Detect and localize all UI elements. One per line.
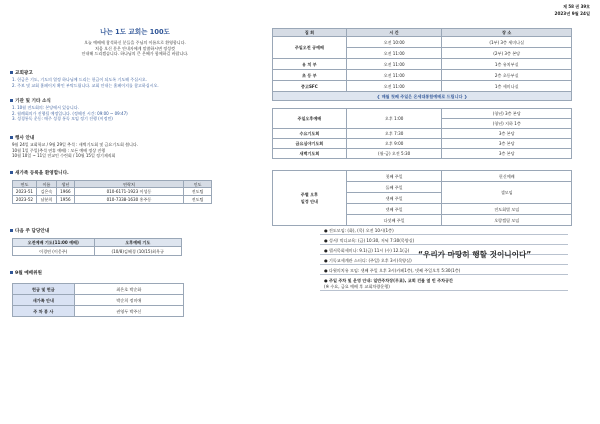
table-cell: 오랑겔릴 모임 — [442, 215, 572, 226]
table-row — [273, 139, 572, 149]
table-row — [13, 247, 182, 256]
table-cell: 오후 7:30 — [346, 129, 442, 139]
table-cell: 오전 11:00 — [346, 70, 442, 81]
note-item: ● 다윗의치유 모임: 셋째 주일 오후 3시(카페1층), 넷째 주일오후 5:30(1층) — [320, 268, 568, 275]
table-cell: 첫째 주일 — [346, 171, 442, 182]
note-item: ● 성서/ 믹디교육: (금) 10:30, 저녁 7:30(목양실) — [320, 238, 568, 245]
table-cell: 새벽기도회 — [273, 149, 347, 159]
table-row — [273, 37, 572, 48]
table-cell: 오전 11:00 — [346, 59, 442, 70]
intro-title: 나는 1도 교회는 100도 — [100, 28, 170, 36]
text: 1. 헌금은 기도, 기도의 열정 하나님께 드리는 헌금이 되도록 기도해 주십시오. — [12, 77, 147, 82]
bulletin-date: 2023년 9월 24일 — [554, 11, 590, 16]
table-row — [13, 196, 212, 204]
table-cell: 권영두 박주신 — [74, 306, 183, 317]
table-cell: 주일오후예배 — [273, 109, 347, 129]
church-notice-list — [12, 77, 257, 88]
table-cell: 오후 1:00 — [346, 109, 442, 129]
section-org-news — [10, 98, 51, 104]
new-family-table — [12, 180, 212, 204]
text: 9월 예배위원 — [15, 271, 42, 276]
table-cell: 010-7338-1630 홍주동 — [74, 196, 183, 204]
table-cell: 전도팀 — [184, 196, 212, 204]
org-news-list — [12, 105, 257, 122]
chevron-left-icon: ❮ — [376, 93, 381, 99]
weekday-schedule-table — [272, 108, 572, 159]
table-cell: (월-금) 오전 5:30 — [346, 149, 442, 159]
table-cell: 2023-52 — [13, 196, 37, 204]
intro-text — [20, 40, 250, 57]
table-cell: 연도 — [13, 181, 37, 188]
text: 2. 주보 및 교회 홈페이지 확인 부탁드립니다. 교회 안내는 홈페이지를 참고하십시오. — [12, 82, 159, 88]
section-events — [10, 135, 34, 141]
note-item: ● 주일 주차 및 운영 안내: 일반주차장(무료), 교회 건물 옆 빈 주차공간 — [324, 278, 453, 283]
notice-row — [273, 92, 572, 101]
worship-schedule-table — [272, 28, 572, 101]
table-cell: 헌신예배 — [442, 171, 572, 182]
table-cell: (청년) 3층 본당 — [442, 109, 572, 119]
table-cell: 주 차 봉 사 — [13, 306, 75, 317]
section-worship-committee — [10, 270, 42, 276]
table-cell: 초 등 부 — [273, 70, 347, 81]
table-cell: 오후예배 기도 — [94, 239, 181, 247]
table-cell: 3층 본당 — [442, 149, 572, 159]
table-cell: 오전 11:00 — [346, 48, 442, 59]
table-cell: 2023-51 — [13, 188, 37, 196]
table-row — [13, 295, 184, 306]
text: 10월 1일 주일(추석 연휴 예배) : 모든 예배 정상 진행 — [12, 147, 106, 153]
bullet-square-icon — [10, 171, 13, 174]
table-cell: 1966 — [56, 188, 74, 196]
table-row — [273, 81, 572, 92]
table-cell: 넷째 주일 — [346, 204, 442, 215]
text: 교회광고 — [15, 71, 33, 76]
table-cell: 생년 — [56, 181, 74, 188]
table-cell: 새가족 안내 — [13, 295, 75, 306]
table-cell: 전도팀 — [184, 188, 212, 196]
section-church-notice — [10, 70, 33, 76]
table-cell: 장 소 — [442, 29, 572, 37]
table-cell: 3층 본당 — [442, 129, 572, 139]
bullet-square-icon — [10, 71, 13, 74]
text: 주별 오후 — [300, 192, 318, 197]
chevron-right-icon: ❯ — [463, 93, 468, 99]
section-new-family — [10, 170, 69, 176]
note-item: (※ 수요, 금요 예배 후 교회차량운행) — [320, 284, 568, 291]
text: 1. 10월 전도회의: 본당에서 있습니다. — [12, 105, 79, 110]
table-cell: 둘째 주일 — [346, 182, 442, 193]
table-cell: 2층 초등부실 — [442, 70, 572, 81]
table-cell: 최은호 박순화 — [74, 284, 183, 295]
note-item: ● 전도모임: (화), (목) 오전 10시(1층) — [320, 228, 568, 235]
text: 10월 10일 ~ 11일 전교인 수련회 / 10월 15일 정기제직회 — [12, 153, 116, 159]
table-cell: 셀모임 — [442, 182, 572, 204]
table-row — [273, 149, 572, 159]
table-cell: 1956 — [56, 196, 74, 204]
table-cell: 집 회 — [273, 29, 347, 37]
table-cell: 전도회별 모임 — [442, 204, 572, 215]
quote-text: “우리가 마땅히 행할 것이니이다” — [418, 250, 532, 259]
table-cell: (2부) 3층 본당 — [442, 48, 572, 59]
table-row — [273, 70, 572, 81]
table-cell: 오후 9:00 — [346, 139, 442, 149]
table-cell: 010-6171-1923 이성동 — [74, 188, 183, 196]
bullet-square-icon — [10, 229, 13, 232]
table-cell: 오전 11:00 — [346, 81, 442, 92]
text: 일정 안내 — [300, 199, 318, 204]
bullet-square-icon — [10, 99, 13, 102]
bullet-square-icon — [10, 136, 13, 139]
text: 행사 안내 — [15, 136, 35, 141]
table-cell: 이름 — [36, 181, 56, 188]
table-row — [13, 188, 212, 196]
volume-number: 제 58 권 39호 — [563, 4, 590, 9]
table-cell: 남분희 — [36, 196, 56, 204]
table-cell: 박순희 정미애 — [74, 295, 183, 306]
table-cell: 이경연 (이웅주) — [13, 247, 95, 256]
table-cell: (10/8)김혜경 (10/15)최옥규 — [94, 247, 181, 256]
table-cell: 다섯째 주일 — [346, 215, 442, 226]
text: 매월 첫째 주일은 온세대통합예배로 드립니다 — [381, 93, 463, 99]
text: 처음 오신 분은 안내자에게 말씀하시면 정성껏 — [95, 45, 175, 51]
monthly-notice — [273, 92, 572, 101]
text: 3. 성경통독 운동: 매주 성경 통독 모임 정기 진행 (이정민) — [12, 116, 113, 122]
table-row — [273, 171, 572, 182]
section-next-week — [10, 228, 49, 234]
table-row — [13, 284, 184, 295]
text: 2. 월례회의가 진행될 예정입니다. (정해진 시간: 09:00 ~ 09:47) — [12, 110, 128, 116]
table-cell: 수요기도회 — [273, 129, 347, 139]
note-item: ● 헬서목회세미나: 9.1(금) 11시 (수) 12.1(금) — [320, 248, 568, 255]
table-cell: 유 치 부 — [273, 59, 347, 70]
text: 안내해 드리겠습니다. 하나님의 큰 은혜가 함께하길 바랍니다. — [81, 51, 189, 57]
table-cell: 셋째 주일 — [346, 193, 442, 204]
table-cell: 금요심야기도회 — [273, 139, 347, 149]
table-cell: 주일오전 공예배 — [273, 37, 347, 59]
text: 기관 및 기타 소식 — [15, 99, 51, 104]
table-cell: (1부) 3층 세미나실 — [442, 37, 572, 48]
ministry-label — [273, 171, 347, 226]
events-list — [12, 142, 262, 159]
table-cell: 중고SFC — [273, 81, 347, 92]
table-cell: 헌금 및 헌금 — [13, 284, 75, 295]
table-cell: 김은숙 — [36, 188, 56, 196]
table-row — [273, 129, 572, 139]
text: 다음 주 담당안내 — [15, 229, 50, 234]
table-row — [13, 306, 184, 317]
worship-committee-table — [12, 283, 184, 317]
bullet-square-icon — [10, 271, 13, 274]
text: 오늘 예배에 참석하신 분들을 주님의 이름으로 환영합니다. — [84, 40, 186, 45]
text: 9월 24일 교회학교 / 9월 29일 추석 : 새벽기도회 및 금요기도회 쉽니다. — [12, 142, 138, 147]
ministry-table — [272, 170, 572, 226]
text: 새가족 등록을 환영합니다. — [15, 171, 69, 176]
table-cell: 1층 유치부실 — [442, 59, 572, 70]
note-item: ● 기독교세계관 스터디: (주일) 오후 3시(목양실) — [320, 258, 568, 265]
table-row — [273, 109, 572, 119]
next-week-table — [12, 238, 182, 256]
table-cell: 1층 세미나실 — [442, 81, 572, 92]
table-cell: (청년) 지하 1층 — [442, 119, 572, 129]
table-cell: 오전예배 기도(11:00 예배) — [13, 239, 95, 247]
table-cell: 인도 — [184, 181, 212, 188]
table-cell: 연락처 — [74, 181, 183, 188]
table-cell: 오전 10:00 — [346, 37, 442, 48]
table-cell: 3층 본당 — [442, 139, 572, 149]
table-cell: 시 간 — [346, 29, 442, 37]
table-row — [273, 59, 572, 70]
